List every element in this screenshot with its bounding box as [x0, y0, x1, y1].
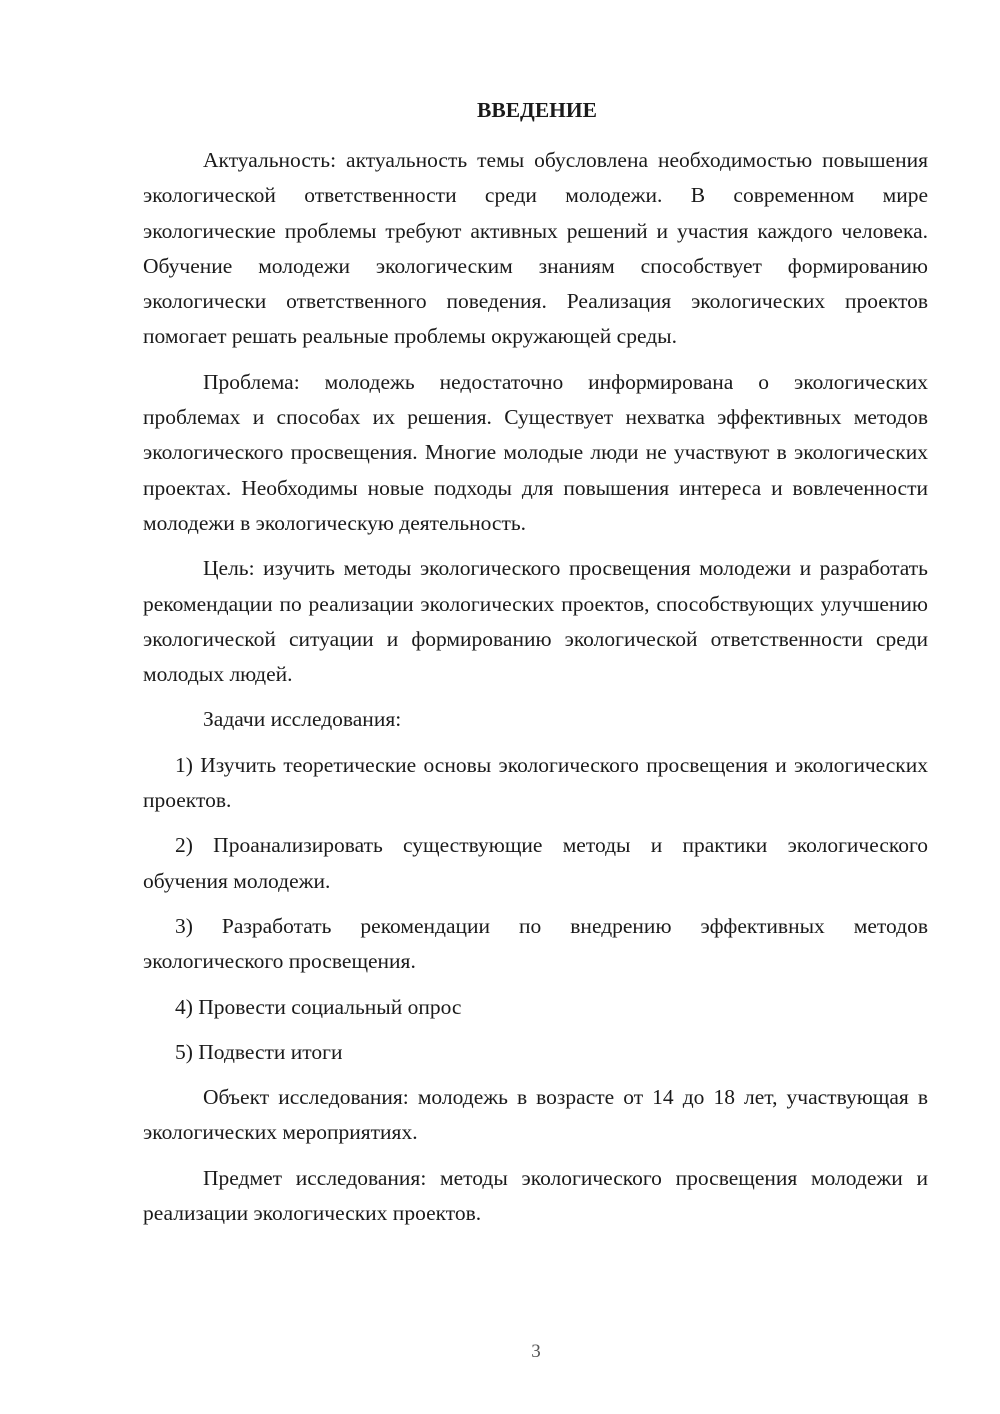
- page-number: 3: [531, 1341, 541, 1362]
- page-title: ВВЕДЕНИЕ: [477, 98, 597, 122]
- task-item: 1) Изучить теоретические основы экологического просвещения и экологических проектов.: [143, 752, 928, 813]
- task-item: 5) Подвести итоги: [175, 1039, 343, 1064]
- paragraph-relevance: Актуальность: актуальность темы обусловлена необходимостью повышения экологической ответственности среди молодежи. В современном мире экологические проблемы требуют активных решений и участия каждого человека. Обучение молодежи экологическим знаниям способствует формированию экологически ответственного поведения. Реализация экологических проектов помогает решать реальные проблемы окружающей среды.: [143, 148, 928, 349]
- paragraph-goal: Цель: изучить методы экологического просвещения молодежи и разработать рекомендации по реализации экологических проектов, способствующих улучшению экологической ситуации и формированию экологической ответственности среди молодых людей.: [143, 556, 928, 687]
- task-item: 2) Проанализировать существующие методы и практики экологического обучения молодежи.: [143, 833, 928, 893]
- paragraph-problem: Проблема: молодежь недостаточно информирована о экологических проблемах и способах их решения. Существует нехватка эффективных методов экологического просвещения. Многие молодые люди не участвуют в экологических проектах. Необходимы новые подходы для повышения интереса и вовлеченности молодежи в экологическую деятельность.: [143, 369, 928, 535]
- tasks-heading: Задачи исследования:: [203, 707, 402, 732]
- task-item: 3) Разработать рекомендации по внедрению эффективных методов экологического просвещения.: [143, 913, 928, 974]
- paragraph-object: Объект исследования: молодежь в возрасте от 14 до 18 лет, участвующая в экологических мероприятиях.: [143, 1085, 928, 1145]
- task-item: 4) Провести социальный опрос: [175, 994, 462, 1019]
- paragraph-subject: Предмет исследования: методы экологического просвещения молодежи и реализации экологических проектов.: [143, 1165, 928, 1226]
- document-body: [143, 143, 928, 1241]
